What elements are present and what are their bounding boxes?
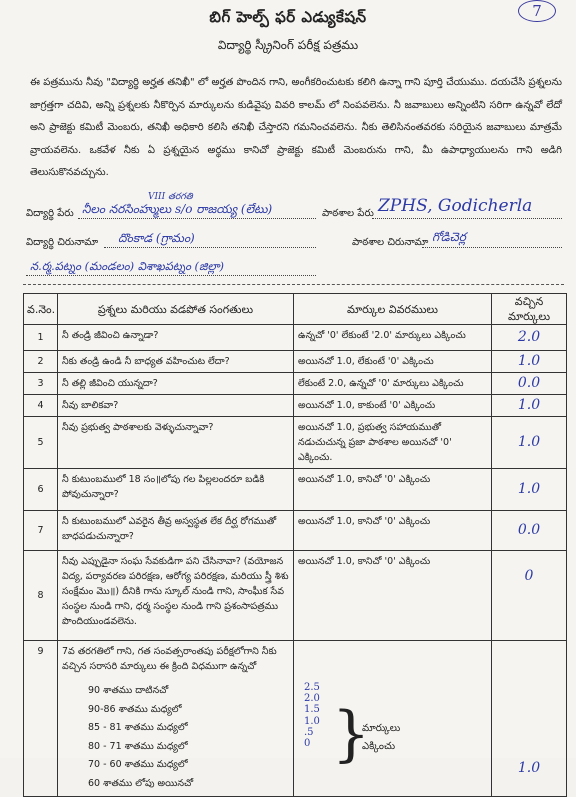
row-number: 7 <box>24 511 58 551</box>
table-row <box>24 417 567 469</box>
row-score[interactable]: 0.0 <box>492 373 567 395</box>
row-score[interactable]: 0.0 <box>492 511 567 551</box>
row-question: నీకు తండ్రి ఉండి నీ బాధ్యత వహించుట లేదా? <box>58 351 294 373</box>
grade-point: 2.5 <box>304 682 320 693</box>
table-header-row <box>24 294 567 325</box>
row-marks-rule: అయినచో 1.0, కానిచో '0' ఎక్కించు <box>294 551 492 641</box>
row-marks-rule: అయినచో 1.0, కానిచో '0' ఎక్కించు <box>294 469 492 511</box>
row-score[interactable]: 1.0 <box>492 641 567 797</box>
row-marks-rule: అయినచో 1.0, కాకుంటే '0' ఎక్కించు <box>294 395 492 417</box>
grade-points-scale <box>304 682 326 749</box>
grade-item: 90-86 శాతము మధ్యలో <box>88 703 182 715</box>
row-question: నీ కుటుంబములో ఎవరైన తీవ్ర అస్వస్థత లేక దీర్ఘ రోగముతో బాధపడుచున్నారా? <box>58 511 294 551</box>
row-question: నీవు బాలికవా? <box>58 395 294 417</box>
table-row <box>24 641 567 797</box>
table-row <box>24 551 567 641</box>
school-address-value[interactable]: గోడిచెర్ల <box>432 230 466 244</box>
row-number: 5 <box>24 417 58 469</box>
row-question: నీవు ప్రభుత్వ పాఠశాలకు వెళ్ళుచున్నావా? <box>58 417 294 469</box>
brace-label-line-1: మార్కులు <box>362 723 401 734</box>
grade-item: 60 శాతము లోపు అయినచో <box>88 777 194 789</box>
grade-point: 2.0 <box>304 693 320 705</box>
table-row <box>24 351 567 373</box>
header-marks-details: మార్కుల వివరములు <box>294 294 492 325</box>
document-subtitle: విద్యార్థి స్క్రీనింగ్ పరీక్ష పత్రము <box>217 38 359 52</box>
grade-point: 1.0 <box>304 715 320 727</box>
row-score[interactable]: 2.0 <box>492 325 567 351</box>
brace-label <box>362 720 400 756</box>
row-question: నీ కుటుంబములో 18 సం॥లోపు గల పిల్లలందరూ బడికి పోవుచున్నారా? <box>58 469 294 511</box>
header-marks-obtained: వచ్చిన మార్కులు <box>492 294 567 325</box>
grade-point: .5 <box>304 726 314 738</box>
row-marks-rule: అయినచో 1.0, కానిచో '0' ఎక్కించు <box>294 511 492 551</box>
brace-label-line-2: ఎక్కించు <box>362 741 396 752</box>
row-marks-rule: అయినచో 1.0, ప్రభుత్వ సహాయముతో నడుచుచున్న ప్రజా పాఠశాల అయినచో '0' ఎక్కించు. <box>294 417 492 469</box>
row-marks-rule: లేకుంటే 2.0, ఉన్నచో '0' మార్కులు ఎక్కించు <box>294 373 492 395</box>
table-row <box>24 511 567 551</box>
row-score[interactable]: 0 <box>492 551 567 641</box>
row-marks-rule: ఉన్నచో '0' లేకుంటే '2.0' మార్కులు ఎక్కించు <box>294 325 492 351</box>
row-score[interactable]: 1.0 <box>492 469 567 511</box>
section-divider <box>23 284 564 285</box>
row-number: 9 <box>24 641 58 797</box>
instructions-paragraph: ఈ పత్రమును నీవు "విద్యార్థి అర్హత తనిఖీ" లో అర్హత పొందిన గాని, అంగీకరించుటకు కలిగి ఉన్నా గాని పూర్తి చేయుము. దయచేసి ప్రశ్నలను జాగ్రత్తగా చదివి, అన్ని ప్రశ్నలకు నీకొర్పిన మార్కులను కుడివైపు వివరి కాలమ్ లో నింపవలెను. నీ జవాబులు అన్నింటిని సరిగా ఉన్నవో లేదో అని ప్రాజెక్టు కమిటీ మెంబరు, తనిఖీ అధికారి కలిసి తనిఖీ చేస్తారని గమనించవలెను. నీకు తెలిసినంతవరకు సరియైన జవాబులు మాత్రమే వ్రాయవలెను. ఒకవేళ నీకు ఏ ప్రశ్నయైన అర్థము కానిచో ప్రాజెక్టు కమిటీ మెంబరును గాని, మీ ఉపాధ్యాయులను గాని అడిగి తెలుసుకొనవచ్చును. <box>30 77 562 178</box>
row-number: 6 <box>24 469 58 511</box>
row-score[interactable]: 1.0 <box>492 395 567 417</box>
row-question: నీ తల్లి జీవించి యున్నదా? <box>58 373 294 395</box>
page-number-mark: 7 <box>518 0 556 22</box>
row-number: 4 <box>24 395 58 417</box>
grade-list <box>88 682 289 793</box>
row-question: నీవు ఎప్పుడైనా సంఘ సేవకుడిగా పని చేసినావా? (వయోజన విద్య, పర్యావరణ పరిరక్షణ, ఆరోగ్య పరిరక్షణ, మరియు స్త్రీ శిశు సంక్షేమం మొ॥) దీనికి గాను స్కూల్ నుండి గాని, సాంఘీక సేవ సంస్థల నుండి గాని, ధర్మ సంస్థల నుండి గాని ప్రశంసాపత్రము పొందియుండవలెను. <box>58 551 294 641</box>
grade-item: 80 - 71 శాతము మధ్యలో <box>88 740 188 752</box>
address-line-2-value[interactable]: న.ర్మ.పట్నం (మండలం) విశాఖపట్నం (జిల్లా) <box>30 259 224 273</box>
student-address-value[interactable]: దొంకాడ (గ్రామం) <box>118 231 195 245</box>
row-question: 7వ తరగతిలో గాని, గత సంవత్సరాంతపు పరీక్షలోగాని నీకు వచ్చిన సరాసరి మార్కులు ఈ క్రింది విధముగా ఉన్నచో <box>62 646 277 672</box>
header-serial: వ.నెం. <box>24 294 58 325</box>
school-address-line <box>422 247 562 248</box>
document-title: బిగ్ హెల్ప్ ఫర్ ఎడ్యుకేషన్ <box>209 8 367 26</box>
row-score[interactable]: 1.0 <box>492 417 567 469</box>
header-question: ప్రశ్నలు మరియు వడపోత సంగతులు <box>58 294 294 325</box>
table-row <box>24 395 567 417</box>
row-question-grades <box>58 641 294 797</box>
school-address-label: పాఠశాల చిరునామా <box>352 237 429 248</box>
table-row <box>24 469 567 511</box>
grade-point: 0 <box>304 738 311 750</box>
curly-brace-icon: } <box>332 699 371 769</box>
student-address-label: విద్యార్థి చిరునామా <box>26 237 99 248</box>
row-marks-rule: అయినచో 1.0, లేకుంటే '0' ఎక్కించు <box>294 351 492 373</box>
row-number: 2 <box>24 351 58 373</box>
row-number: 3 <box>24 373 58 395</box>
row-question: నీ తండ్రి జీవించి ఉన్నాడా? <box>58 325 294 351</box>
screening-table <box>23 293 567 797</box>
grade-item: 85 - 81 శాతము మధ్యలో <box>88 722 188 733</box>
grade-points-bracket <box>298 680 487 790</box>
school-name-line <box>372 218 562 219</box>
student-name-value[interactable]: నీలం నరసింహ్ములు s/o రాజయ్య (లేటు) <box>82 202 273 216</box>
class-note: VIII తరగతి <box>148 192 193 202</box>
row-marks-rule <box>294 641 492 797</box>
school-name-value[interactable]: ZPHS, Godicherla <box>378 196 533 216</box>
grade-item: 70 - 60 శాతము మధ్యలో <box>88 759 188 770</box>
table-row <box>24 373 567 395</box>
table-row <box>24 325 567 351</box>
school-name-label: పాఠశాల పేరు <box>322 208 374 219</box>
row-score[interactable]: 1.0 <box>492 351 567 373</box>
grade-point: 1.5 <box>304 704 320 716</box>
grade-item: 90 శాతము దాటినచో <box>88 685 169 696</box>
student-name-label: విద్యార్థి పేరు <box>26 208 74 219</box>
row-number: 8 <box>24 551 58 641</box>
row-number: 1 <box>24 325 58 351</box>
